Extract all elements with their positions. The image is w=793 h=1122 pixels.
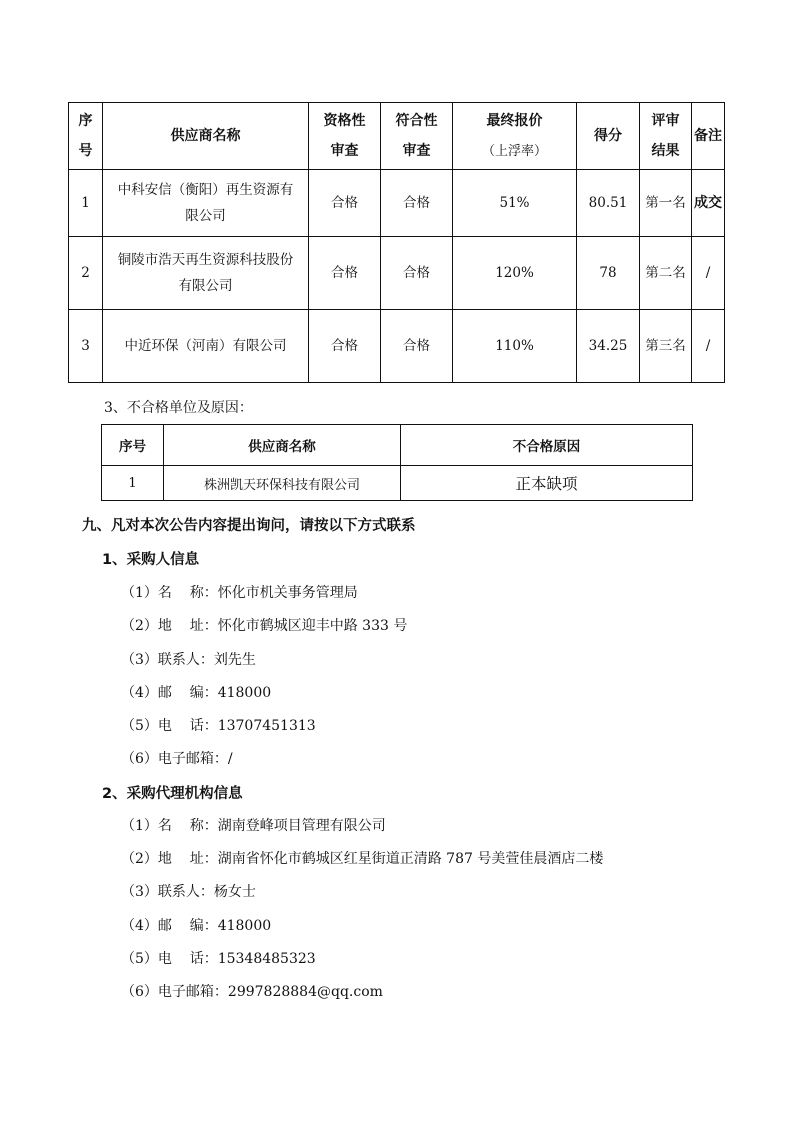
header-supplier-name: 供应商名称 bbox=[103, 103, 309, 170]
purchaser-postcode-line: （4）邮 编：418000 bbox=[121, 685, 272, 701]
purchaser-name-line: （1）名 称：怀化市机关事务管理局 bbox=[121, 585, 358, 601]
purchaser-email-line: （6）电子邮箱：/ bbox=[121, 751, 233, 767]
cell-score: 78 bbox=[577, 237, 640, 310]
failed-units-caption: 3、不合格单位及原因： bbox=[104, 400, 253, 416]
agency-phone-line: （5）电 话：15348485323 bbox=[121, 951, 316, 967]
cell-result: 第一名 bbox=[640, 170, 692, 237]
header-seq: 序号 bbox=[102, 425, 164, 466]
header-final-price: 最终报价 （上浮率） bbox=[453, 103, 577, 170]
header-failure-reason: 不合格原因 bbox=[401, 425, 693, 466]
header-remark: 备注 bbox=[692, 103, 725, 170]
table-row bbox=[69, 310, 725, 383]
cell-qualification: 合格 bbox=[309, 310, 381, 383]
cell-seq: 2 bbox=[69, 237, 103, 310]
header-qualification: 资格性 审查 bbox=[309, 103, 381, 170]
cell-qualification: 合格 bbox=[309, 237, 381, 310]
cell-supplier-name: 中近环保（河南）有限公司 bbox=[103, 310, 309, 383]
cell-supplier-name: 铜陵市浩天再生资源科技股份 有限公司 bbox=[103, 237, 309, 310]
cell-seq: 1 bbox=[69, 170, 103, 237]
header-conformity: 符合性 审查 bbox=[381, 103, 453, 170]
agency-contact-line: （3）联系人：杨女士 bbox=[121, 884, 256, 900]
cell-remark: / bbox=[692, 310, 725, 383]
cell-score: 80.51 bbox=[577, 170, 640, 237]
cell-supplier-name: 中科安信（衡阳）再生资源有 限公司 bbox=[103, 170, 309, 237]
cell-remark: 成交 bbox=[692, 170, 725, 237]
agency-postcode-line: （4）邮 编：418000 bbox=[121, 918, 272, 934]
cell-result: 第三名 bbox=[640, 310, 692, 383]
header-supplier-name: 供应商名称 bbox=[164, 425, 401, 466]
header-result: 评审 结果 bbox=[640, 103, 692, 170]
agency-address-line: （2）地 址：湖南省怀化市鹤城区红星街道正清路 787 号美萱佳晨酒店二楼 bbox=[121, 851, 604, 867]
cell-score: 34.25 bbox=[577, 310, 640, 383]
cell-remark: / bbox=[692, 237, 725, 310]
purchaser-phone-line: （5）电 话：13707451313 bbox=[121, 718, 316, 734]
cell-conformity: 合格 bbox=[381, 170, 453, 237]
agency-heading: 2、采购代理机构信息 bbox=[102, 786, 243, 802]
header-seq: 序 号 bbox=[69, 103, 103, 170]
ranking-header-row bbox=[69, 103, 725, 170]
agency-name-line: （1）名 称：湖南登峰项目管理有限公司 bbox=[121, 818, 386, 834]
cell-failure-reason: 正本缺项 bbox=[401, 466, 693, 501]
cell-conformity: 合格 bbox=[381, 237, 453, 310]
failed-header-row bbox=[102, 425, 693, 466]
table-row bbox=[69, 170, 725, 237]
purchaser-address-line: （2）地 址：怀化市鹤城区迎丰中路 333 号 bbox=[121, 618, 408, 634]
header-score: 得分 bbox=[577, 103, 640, 170]
section-heading: 九、凡对本次公告内容提出询问，请按以下方式联系 bbox=[82, 518, 416, 534]
purchaser-heading: 1、采购人信息 bbox=[102, 552, 200, 568]
failed-units-table bbox=[101, 424, 693, 501]
cell-conformity: 合格 bbox=[381, 310, 453, 383]
cell-final-price: 120% bbox=[453, 237, 577, 310]
cell-seq: 1 bbox=[102, 466, 164, 501]
cell-seq: 3 bbox=[69, 310, 103, 383]
cell-result: 第二名 bbox=[640, 237, 692, 310]
purchaser-contact-line: （3）联系人：刘先生 bbox=[121, 652, 256, 668]
cell-final-price: 51% bbox=[453, 170, 577, 237]
table-row bbox=[102, 466, 693, 501]
agency-email-line: （6）电子邮箱：2997828884@qq.com bbox=[121, 984, 383, 1000]
cell-final-price: 110% bbox=[453, 310, 577, 383]
cell-qualification: 合格 bbox=[309, 170, 381, 237]
table-row bbox=[69, 237, 725, 310]
ranking-table bbox=[68, 102, 725, 383]
cell-supplier-name: 株洲凯天环保科技有限公司 bbox=[164, 466, 401, 501]
